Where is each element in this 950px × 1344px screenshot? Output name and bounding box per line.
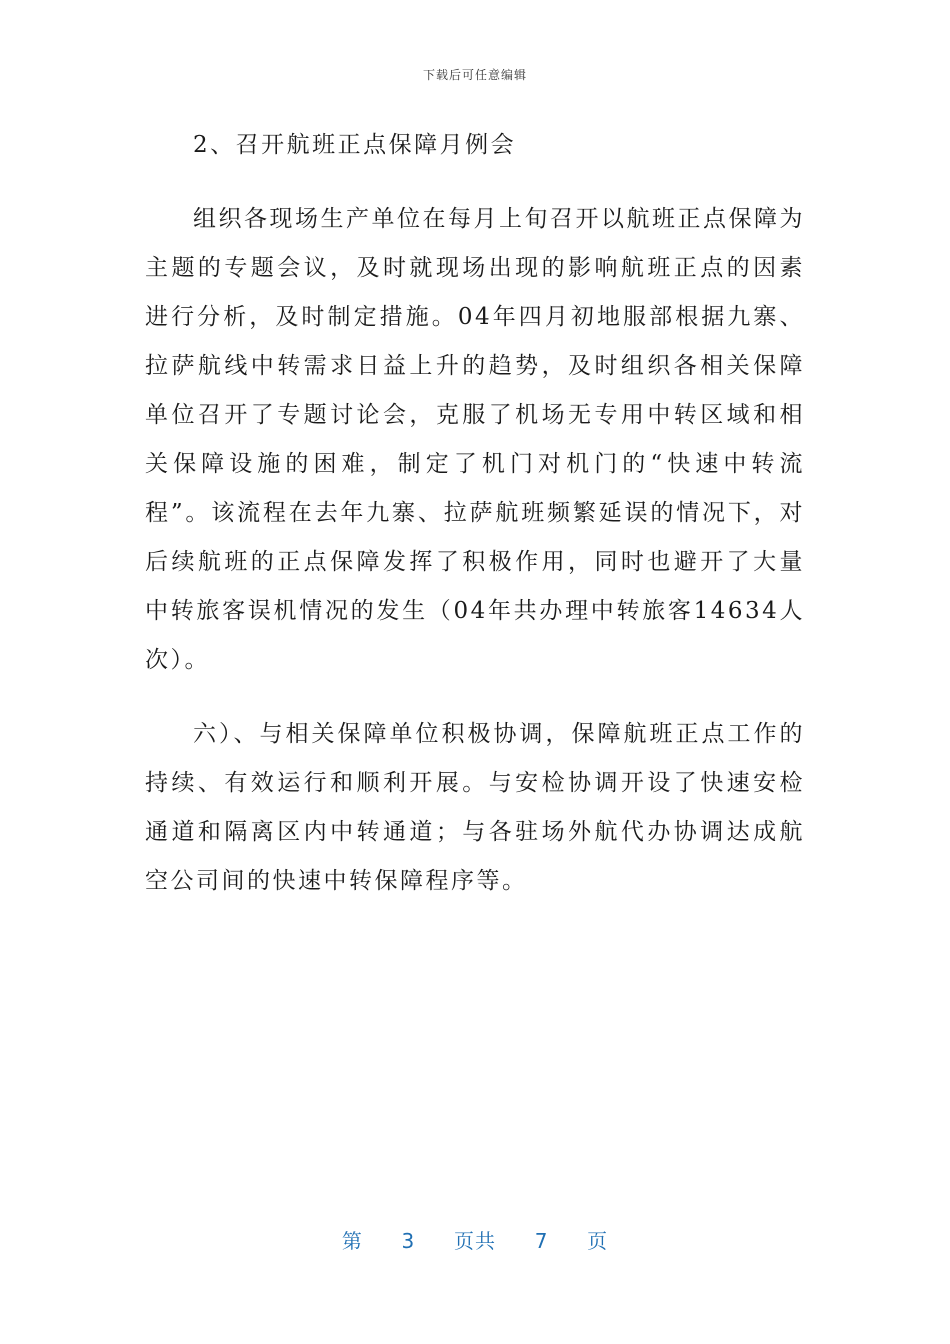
page-footer xyxy=(0,1225,950,1254)
footer-total-pages: 7 xyxy=(534,1229,549,1253)
footer-middle: 页共 xyxy=(454,1229,496,1253)
paragraph-coordination: 六）、与相关保障单位积极协调，保障航班正点工作的持续、有效运行和顺利开展。与安检协调开设了快速安检通道和隔离区内中转通道；与各驻场外航代办协调达成航空公司间的快速中转保障程序等。 xyxy=(145,721,805,894)
paragraph-meeting: 组织各现场生产单位在每月上旬召开以航班正点保障为主题的专题会议，及时就现场出现的影响航班正点的因素进行分析，及时制定措施。04年四月初地服部根据九寨、拉萨航线中转需求日益上升的趋势，及时组织各相关保障单位召开了专题讨论会，克服了机场无专用中转区域和相关保障设施的困难，制定了机门对机门的“快速中转流程”。该流程在去年九寨、拉萨航班频繁延误的情况下，对后续航班的正点保障发挥了积极作用，同时也避开了大量中转旅客误机情况的发生（04年共办理中转旅客14634人次）。 xyxy=(145,206,805,673)
paragraph-heading: 2、召开航班正点保障月例会 xyxy=(193,132,517,158)
footer-current-page: 3 xyxy=(401,1229,416,1253)
footer-prefix: 第 xyxy=(341,1229,363,1253)
document-body xyxy=(145,121,805,906)
footer-suffix: 页 xyxy=(587,1229,609,1253)
header-note: 下载后可任意编辑 xyxy=(422,68,527,82)
